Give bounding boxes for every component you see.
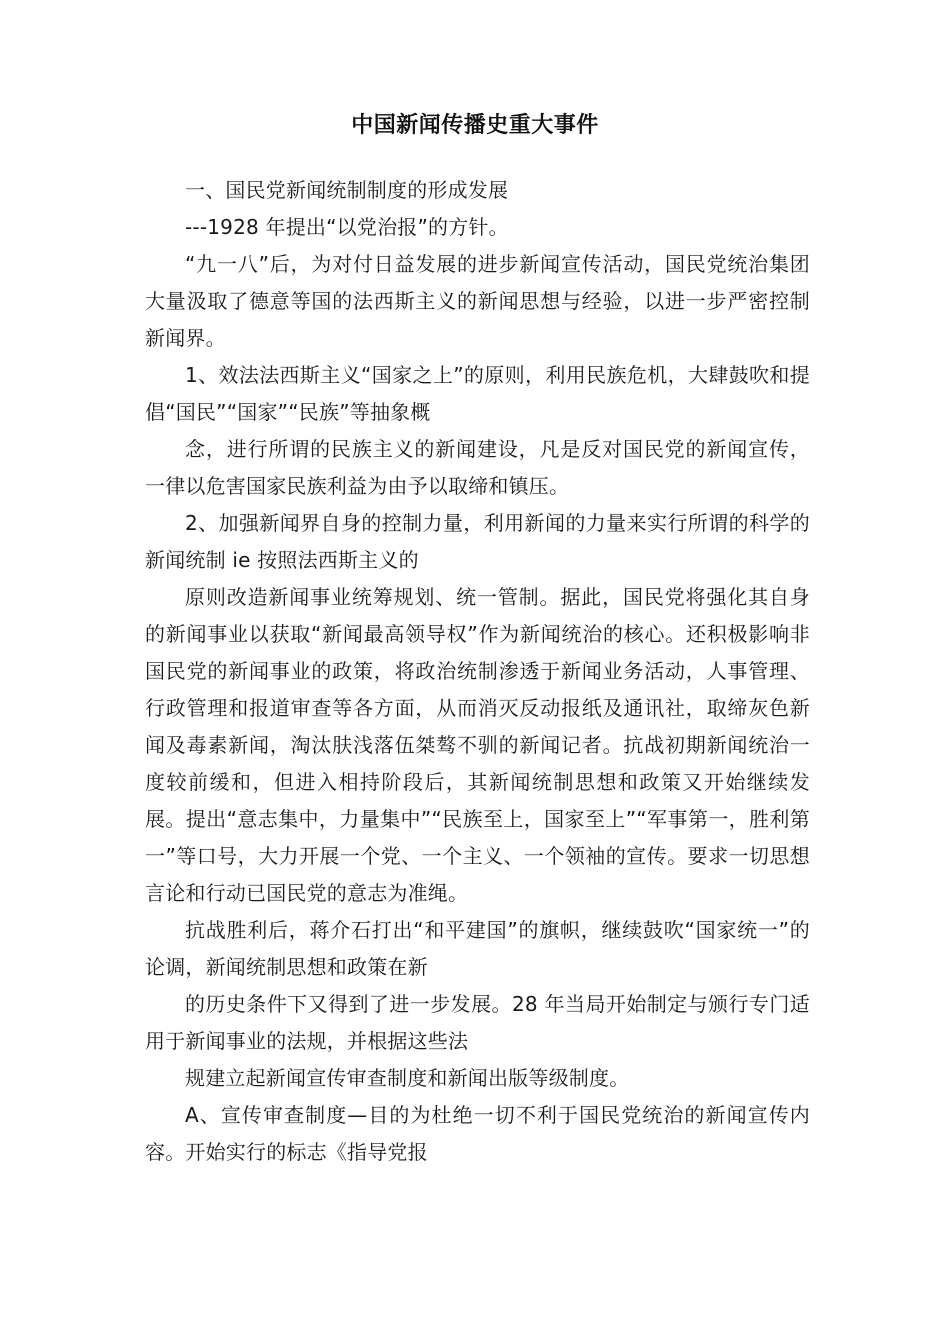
paragraph: 原则改造新闻事业统筹规划、统一管制。据此，国民党将强化其自身的新闻事业以获取“新闻最高领导权”作为新闻统治的核心。还积极影响非国民党的新闻事业的政策，将政治统制渗透于新闻业务活动，人事管理、行政管理和报道审查等各方面，从而消灭反动报纸及通讯社，取缔灰色新闻及毒素新闻，淘汰肤浅落伍桀骜不驯的新闻记者。抗战初期新闻统治一度较前缓和，但进入相持阶段后，其新闻统制思想和政策又开始继续发展。提出“意志集中，力量集中”“民族至上，国家至上”“军事第一，胜利第一”等口号，大力开展一个党、一个主义、一个领袖的宣传。要求一切思想言论和行动已国民党的意志为准绳。 [145, 585, 810, 905]
paragraph: 抗战胜利后，蒋介石打出“和平建国”的旗帜，继续鼓吹“国家统一”的论调，新闻统制思想和政策在新 [145, 918, 810, 979]
paragraph: 的历史条件下又得到了进一步发展。28 年当局开始制定与颁行专门适用于新闻事业的法规，并根据这些法 [145, 992, 810, 1053]
paragraph: 念，进行所谓的民族主义的新闻建设，凡是反对国民党的新闻宣传，一律以危害国家民族利益为由予以取缔和镇压。 [145, 437, 810, 498]
paragraph: 1、效法法西斯主义“国家之上”的原则，利用民族危机，大肆鼓吹和提倡“国民”“国家”“民族”等抽象概 [145, 363, 810, 424]
paragraph: A、宣传审查制度—目的为杜绝一切不利于国民党统治的新闻宣传内容。开始实行的标志《指导党报 [145, 1103, 810, 1164]
section-heading: 一、国民党新闻统制制度的形成发展 [185, 178, 509, 202]
paragraph: 规建立起新闻宣传审查制度和新闻出版等级制度。 [185, 1066, 630, 1090]
paragraph: ---1928 年提出“以党治报”的方针。 [185, 215, 509, 239]
paragraph: 2、加强新闻界自身的控制力量，利用新闻的力量来实行所谓的科学的新闻统制 ie 按照法西斯主义的 [145, 511, 810, 572]
document-body [145, 172, 810, 1171]
paragraph: “九一八”后，为对付日益发展的进步新闻宣传活动，国民党统治集团大量汲取了德意等国的法西斯主义的新闻思想与经验，以进一步严密控制新闻界。 [145, 252, 810, 350]
document-title: 中国新闻传播史重大事件 [351, 113, 599, 138]
